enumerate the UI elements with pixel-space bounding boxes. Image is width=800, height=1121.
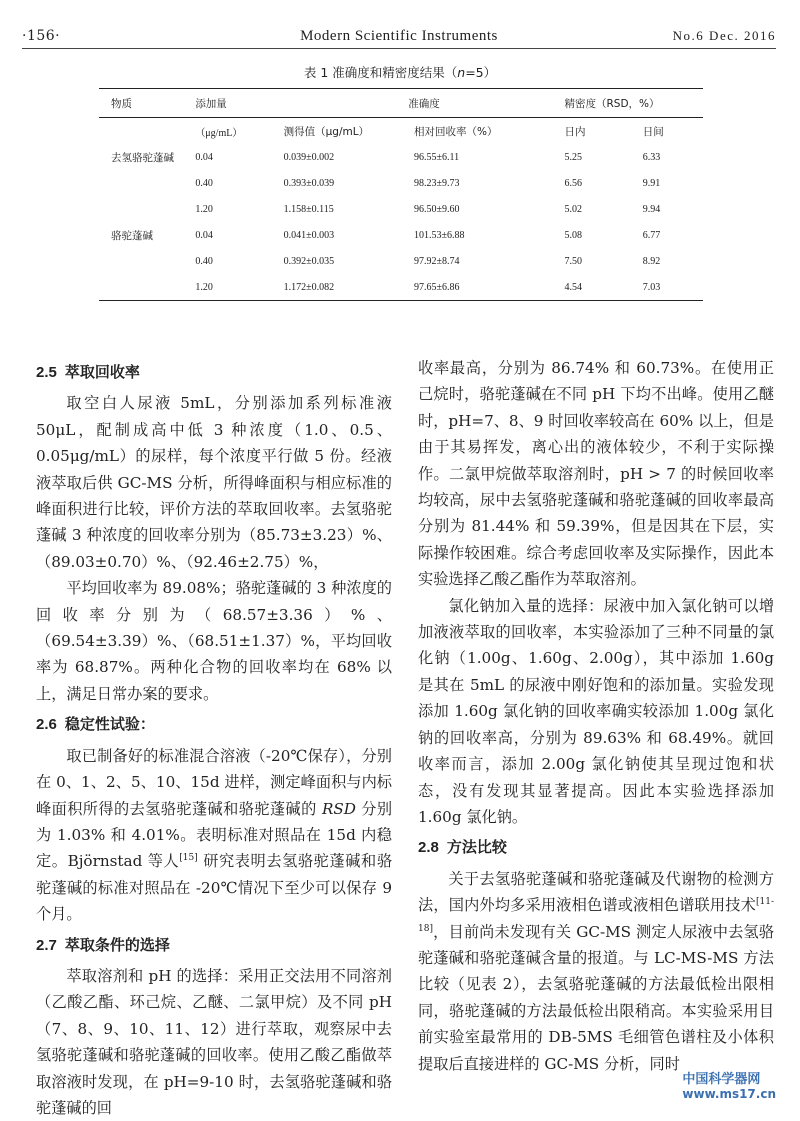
table-row: 骆驼蓬碱 0.04 0.041±0.003 101.53±6.88 5.08 6.77 (111, 229, 661, 242)
running-header (22, 24, 776, 50)
unit-recovery: 相对回收率（%） (413, 125, 498, 138)
section-heading: 2.6 稳定性试验： (36, 715, 155, 734)
table-caption: 表 1 准确度和精密度结果（n=5） (303, 65, 497, 80)
header-accuracy: 准确度 (284, 89, 565, 118)
paragraph: 氯化钠加入量的选择：尿液中加入氯化钠可以增加液液萃取的回收率，本实验添加了三种不同量的氯化钠（1.00g、1.60g、2.00g），其中添加 1.60g 是其在 5mL 的尿液中刚好饱和的添加量。实验发现添加 1.60g 氯化钠的回收率确实较添加 1.00g 氯化钠的回收率高，分别为 89.63% 和 68.49%。就回收率而言，添加 2.00g 氯化钠使其呈现过饱和状态，没有发现其显著提高。因此本实验选择添加 1.60g 氯化钠。 (418, 596, 774, 826)
unit-added: （μg/mL） (195, 127, 243, 139)
section-heading: 2.5 萃取回收率 (36, 363, 140, 381)
table-row: 1.20 1.172±0.082 97.65±6.86 4.54 7.03 (99, 274, 703, 301)
section-heading: 2.8 方法比较 (418, 838, 507, 857)
unit-measured: 测得值（μg/mL） (283, 125, 370, 138)
right-column (418, 355, 774, 1077)
paragraph: 取已制备好的标准混合溶液（-20℃保存），分别在 0、1、2、5、10、15d 进样，测定峰面积与内标峰面积所得的去氢骆驼蓬碱和骆驼蓬碱的 RSD 分别为 1.03% 和 4.01%。表明标准对照品在 15d 内稳定。Björnstad 等人[15] 研究表明去氢骆驼蓬碱和骆驼蓬碱的标准对照品在 -20℃情况下至少可以保存 9 个月。 (36, 746, 393, 924)
left-column (36, 355, 392, 1121)
issue-info: No.6 Dec. 2016 (672, 28, 776, 43)
paragraph: 关于去氢骆驼蓬碱和骆驼蓬碱及代谢物的检测方法，国内外均多采用液相色谱或液相色谱联用技术[11-18]，目前尚未发现有关 GC-MS 测定人尿液中去氢骆驼蓬碱和骆驼蓬碱含量的报道。与 LC-MS-MS 方法比较（见表 2），去氢骆驼蓬碱的方法最低检出限相同，骆驼蓬碱的方法最低检出限稍高。本实验采用目前实验室最常用的 DB-5MS 毛细管色谱柱及小体积提取后直接进样的 GC-MS 分析，同时 (418, 869, 774, 1073)
page-number: ·156· (22, 28, 61, 44)
citation: [15] (179, 853, 198, 864)
header-precision: 精密度（RSD，%） (565, 89, 703, 118)
paragraph: 萃取溶剂和 pH 的选择：采用正交法用不同溶剂（乙酸乙酯、环己烷、乙醚、二氯甲烷）及不同 pH（7、8、9、10、11、12）进行萃取，观察尿中去氢骆驼蓬碱和骆驼蓬碱的回收率。使用乙酸乙酯做萃取溶液时发现，在 pH=9-10 时，去氢骆驼蓬碱和骆驼蓬碱的回 (36, 966, 392, 1117)
header-substance: 物质 (99, 89, 195, 118)
header-rule (22, 48, 776, 49)
journal-name: Modern Scientific Instruments (300, 28, 498, 44)
results-table (99, 88, 703, 301)
unit-interday: 日间 (642, 125, 664, 138)
paragraph: 收率最高，分别为 86.74% 和 60.73%。在使用正己烷时，骆驼蓬碱在不同 pH 下均不出峰。使用乙醚时，pH=7、8、9 时回收率较高在 60% 以上，但是由于其易挥发，离心出的液体较少，不利于实际操作。二氯甲烷做萃取溶剂时，pH > 7 的时候回收率均较高，尿中去氢骆驼蓬碱和骆驼蓬碱的回收率最高分别为 81.44% 和 59.39%，但是因其在下层，实际操作较困难。综合考虑回收率及实际操作，因此本实验选择乙酸乙酯作为萃取溶剂。 (418, 359, 774, 589)
table-row: 去氢骆驼蓬碱 0.04 0.039±0.002 96.55±6.11 5.25 6.33 (111, 151, 661, 164)
citation: [11-18] (418, 897, 774, 934)
paragraph: 取空白人尿液 5mL，分别添加系列标准液 50μL，配制成高中低 3 种浓度（1.0、0.5、0.05μg/mL）的尿样，每个浓度平行做 5 份。经液液萃取后供 GC-MS 分析，所得峰面积与相应标准的峰面积进行比较，评价方法的萃取回收率。去氢骆驼蓬碱 3 种浓度的回收率分别为（85.73±3.23）%、（89.03±0.70）%、（92.46±2.75）%， (36, 394, 392, 571)
unit-intraday: 日内 (564, 125, 586, 138)
watermark: 中国科学器网 www.ms17.cn (682, 1072, 776, 1101)
table-row: 0.40 0.393±0.039 98.23±9.73 6.56 9.91 (195, 177, 661, 189)
section-heading: 2.7 萃取条件的选择 (36, 935, 170, 954)
paragraph: 平均回收率为 89.08%；骆驼蓬碱的 3 种浓度的回收率分别为（68.57±3.36）%、（69.54±3.39）%、（68.51±1.37）%，平均回收率为 68.87%。两种化合物的回收率均在 68% 以上，满足日常办案的要求。 (36, 579, 392, 703)
header-added: 添加量 (195, 89, 283, 118)
table-row: 0.40 0.392±0.035 97.92±8.74 7.50 8.92 (195, 255, 661, 267)
table-row: 1.20 1.158±0.115 96.50±9.60 5.02 9.94 (195, 203, 661, 215)
